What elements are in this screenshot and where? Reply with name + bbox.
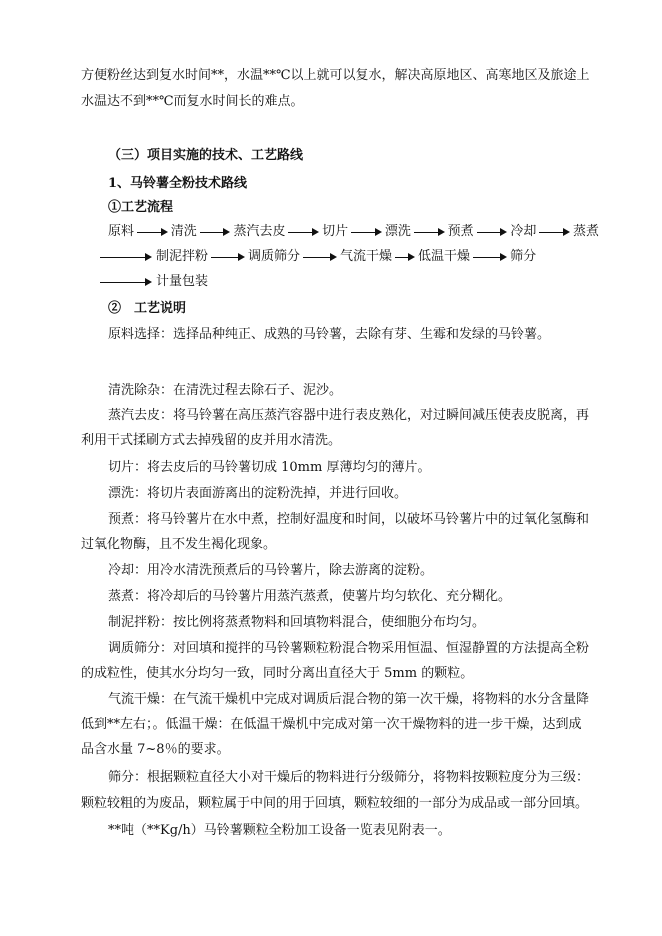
flow-arrow <box>100 273 152 291</box>
flow-arrow <box>395 248 415 266</box>
paragraph: **吨（**Kg/h）马铃薯颗粒全粉加工设备一览表见附表一。 <box>108 823 451 838</box>
intro-line-1: 方便粉丝达到复水时间**，水温**℃以上就可以复水，解决高原地区、高寒地区及旅途上 <box>81 68 590 83</box>
flow-arrow <box>473 248 507 266</box>
paragraph: 清洗除杂：在清洗过程去除石子、泥沙。 <box>108 383 343 398</box>
flow-step: 蒸汽去皮 <box>233 224 286 239</box>
flow-step: 低温干燥 <box>418 249 471 264</box>
flow-arrow <box>100 248 152 266</box>
intro-line-2: 水温达不到**℃而复水时间长的难点。 <box>81 94 304 109</box>
paragraph-cont: 低到**左右；。低温干燥：在低温干燥机中完成对第一次干燥物料的进一步干燥，达到成 <box>81 717 582 732</box>
flow-arrow <box>477 223 508 241</box>
flow-arrow <box>303 248 337 266</box>
paragraph: 切片：将去皮后的马铃薯切成 10mm 厚薄均匀的薄片。 <box>108 460 431 475</box>
flow-step: 漂洗 <box>384 224 411 239</box>
flow-step: 计量包装 <box>156 274 209 289</box>
paragraph: 预煮：将马铃薯片在水中煮，控制好温度和时间，以破坏马铃薯片中的过氧化氢酶和 <box>108 512 590 527</box>
flow-arrow <box>211 248 245 266</box>
paragraph: 原料选择：选择品种纯正、成熟的马铃薯，去除有芽、生霉和发绿的马铃薯。 <box>108 327 551 342</box>
flow-step: 气流干燥 <box>340 249 393 264</box>
flow-step: 切片 <box>322 224 349 239</box>
flow-step: 原料 <box>108 224 135 239</box>
paragraph: 制泥拌粉：按比例将蒸煮物料和回填物料混合，使细胞分布均匀。 <box>108 615 486 630</box>
paragraph-cont: 利用干式揉刷方式去掉残留的皮并用水清洗。 <box>81 433 342 448</box>
paragraph: 气流干燥：在气流干燥机中完成对调质后混合物的第一次干燥，将物料的水分含量降 <box>108 692 590 707</box>
paragraph-cont: 颗粒较粗的为废品，颗粒属于中间的用于回填，颗粒较细的一部分为成品或一部分回填。 <box>81 796 589 811</box>
paragraph-cont: 品含水量 7~8％的要求。 <box>81 742 230 757</box>
flow-step: 调质筛分 <box>248 249 301 264</box>
flow-arrow <box>351 223 382 241</box>
flow-step: 清洗 <box>170 224 197 239</box>
flow-arrow <box>539 223 570 241</box>
subsection-heading: 1、马铃薯全粉技术路线 <box>108 176 248 191</box>
paragraph: 蒸煮：将冷却后的马铃薯片用蒸汽蒸煮，使薯片均匀软化、充分糊化。 <box>108 589 512 604</box>
flow-step: 冷却 <box>510 224 537 239</box>
flow-arrow <box>137 223 168 241</box>
process-description-heading: ② 工艺说明 <box>108 301 187 316</box>
flow-step: 预煮 <box>447 224 474 239</box>
paragraph: 蒸汽去皮：将马铃薯在高压蒸汽容器中进行表皮熟化，对过瞬间减压使表皮脱离，再 <box>108 408 590 423</box>
process-flow-row-2 <box>100 248 599 266</box>
paragraph: 漂洗：将切片表面游离出的淀粉洗掉，并进行回收。 <box>108 486 408 501</box>
paragraph: 筛分：根据颗粒直径大小对干燥后的物料进行分级筛分，将物料按颗粒度分为三级： <box>108 770 590 785</box>
process-flow-heading: ①工艺流程 <box>108 200 174 215</box>
flow-arrow <box>288 223 319 241</box>
paragraph-cont: 的成粒性，使其水分均匀一致，同时分离出直径大于 5mm 的颗粒。 <box>81 666 474 681</box>
flow-arrow <box>200 223 231 241</box>
paragraph-cont: 过氧化物酶，且不发生褐化现象。 <box>81 537 277 552</box>
flow-step: 筛分 <box>510 249 537 264</box>
flow-step: 制泥拌粉 <box>156 249 209 264</box>
process-flow-row-3 <box>100 273 208 291</box>
process-flow-row-1 <box>108 223 599 241</box>
flow-arrow <box>414 223 445 241</box>
flow-step: 蒸煮 <box>573 224 600 239</box>
paragraph: 冷却：用冷水清洗预煮后的马铃薯片，除去游离的淀粉。 <box>108 563 434 578</box>
section-heading: （三）项目实施的技术、工艺路线 <box>108 148 304 163</box>
paragraph: 调质筛分：对回填和搅拌的马铃薯颗粒粉混合物采用恒温、恒湿静置的方法提高全粉 <box>108 641 590 656</box>
